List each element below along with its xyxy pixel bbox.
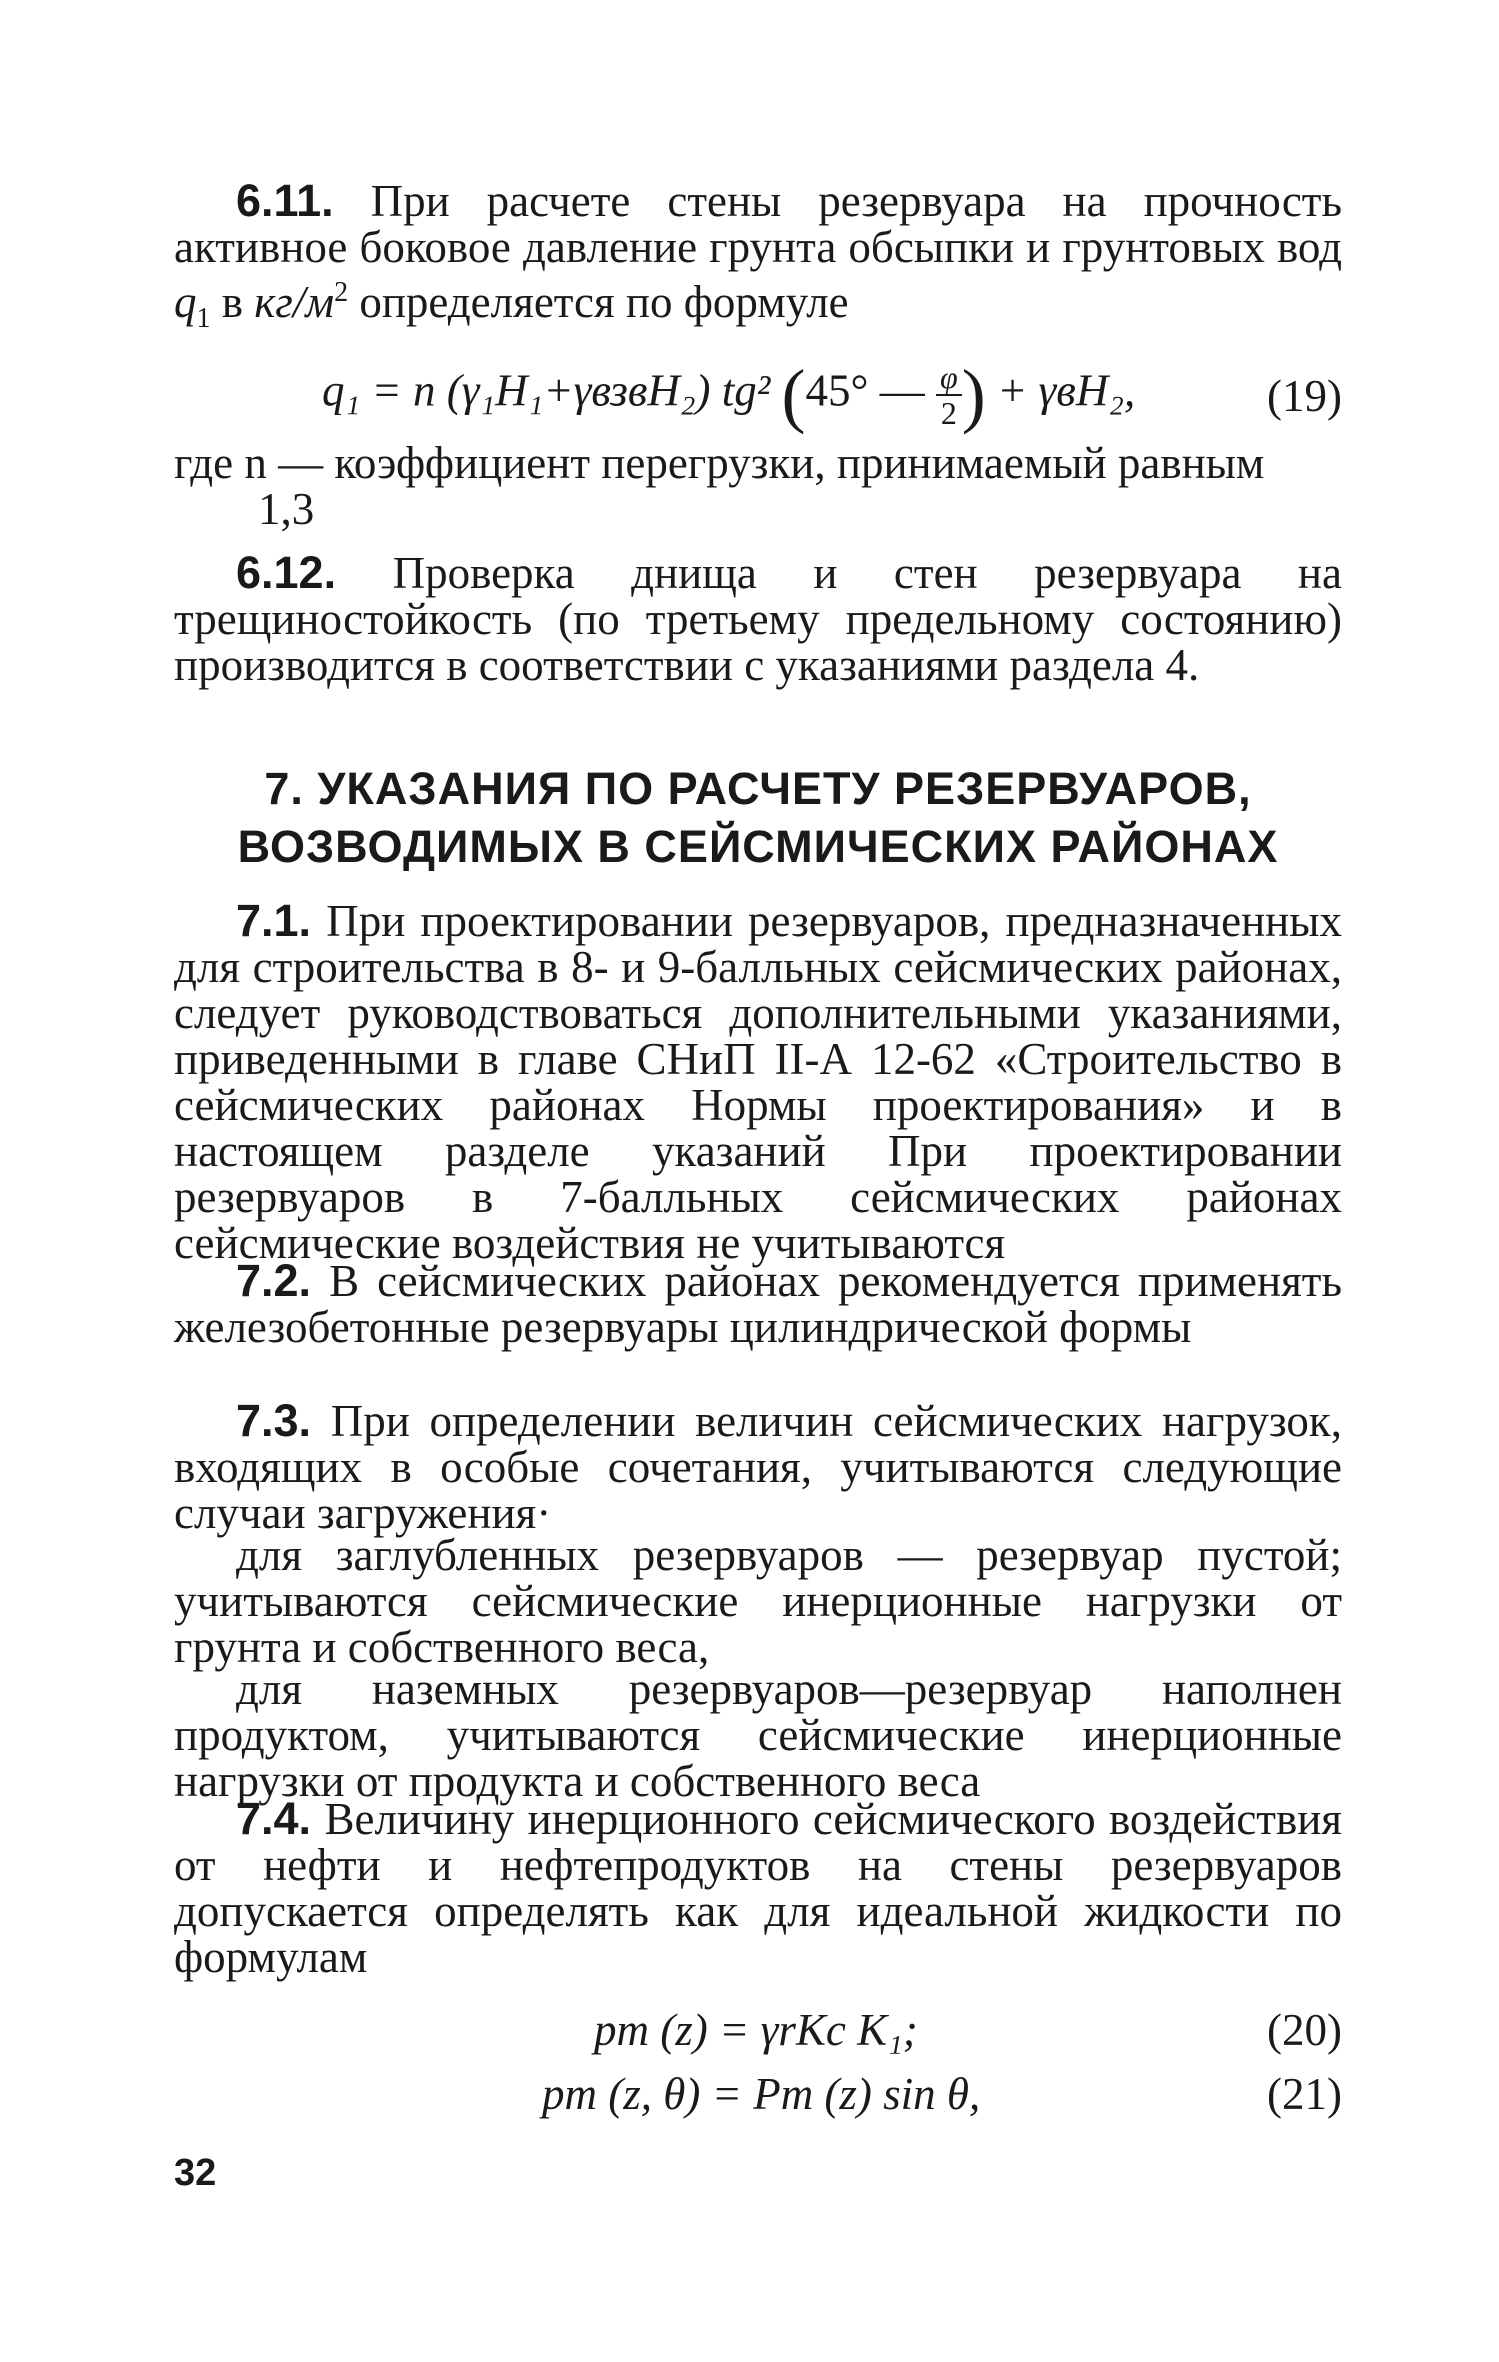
formula-21 (174, 2060, 1342, 2140)
paragraph-7-1 (174, 895, 1342, 1268)
formula-expression: q₁ = n (γ₁H₁+γвзвH₂) tg² (45° — $\frac{\varphi}{2}$ ) + γвH₂, (322, 355, 1136, 435)
variable-q: q (174, 277, 197, 327)
section-heading (174, 760, 1342, 876)
formula-expression: pm (z, θ) = Pm (z) sin θ, (542, 2069, 981, 2119)
formula-number: (21) (1267, 2069, 1342, 2119)
formula-number: (20) (1267, 2005, 1342, 2055)
clause-number: 7.4. (236, 1793, 312, 1844)
paragraph-7-3-case-b (174, 1666, 1342, 1804)
paragraph-text: для наземных резервуаров—резервуар наполнен продуктом, учитываются сейсмические инерционные нагрузки от продукта и собственного веса (174, 1664, 1342, 1806)
paragraph-7-3 (174, 1395, 1342, 1538)
where-text: где n — коэффициент перегрузки, принимаемый равным (174, 438, 1265, 488)
fraction: $\frac{\varphi}{2}$ (936, 360, 962, 430)
formula-number: (19) (1267, 371, 1342, 421)
paragraph-text: Величину инерционного сейсмического воздействия от нефти и нефтепродуктов на стены резервуаров допускается определять как для идеальной жидкости по формулам (174, 1794, 1342, 1982)
clause-number: 7.2. (236, 1255, 312, 1306)
clause-number: 6.12. (236, 547, 337, 598)
heading-line-2: ВОЗВОДИМЫХ В СЕЙСМИЧЕСКИХ РАЙОНАХ (237, 821, 1279, 872)
paragraph-7-4 (174, 1793, 1342, 1982)
unit-label: кг/м (254, 277, 335, 327)
paragraph-text: При проектировании резервуаров, предназначенных для строительства в 8- и 9-балльных сейсмических районах, следует руководствоваться дополнительными указаниями, приведенными в главе СНиП II-А 12-62 «Строительство в сейсмических районах Нормы проектирования» и в настоящем разделе указаний При проектировании резервуаров в 7-балльных сейсмических районах сейсмические воздействия не учитываются (174, 896, 1342, 1268)
where-clause (174, 440, 1342, 532)
paragraph-text: В сейсмических районах рекомендуется применять железобетонные резервуары цилиндрической формы (174, 1256, 1342, 1352)
paragraph-7-2 (174, 1255, 1342, 1352)
paragraph-text: При определении величин сейсмических нагрузок, входящих в особые сочетания, учитываются следующие случаи загружения· (174, 1396, 1342, 1538)
formula-19 (174, 352, 1342, 435)
heading-line-1: 7. УКАЗАНИЯ ПО РАСЧЕТУ РЕЗЕРВУАРОВ, (264, 763, 1252, 814)
where-value: 1,3 (258, 484, 315, 534)
paragraph-text: При расчете стены резервуара на прочность активное боковое давление грунта обсыпки и грунтовых вод (174, 176, 1342, 272)
paragraph-6-12 (174, 547, 1342, 690)
clause-number: 7.3. (236, 1395, 312, 1446)
formula-expression: pm (z) = γrKc K₁; (594, 2005, 918, 2055)
clause-number: 7.1. (236, 895, 312, 946)
variable-subscript: 1 (196, 303, 211, 334)
paragraph-6-11: 6.11. При расчете стены резервуара на прочность активное боковое давление грунта обсыпки и грунтовых вод $q_1$ в $кг/м^2$ определяется по формуле (174, 175, 1342, 334)
clause-number: 6.11. (236, 175, 334, 226)
paragraph-7-3-case-a (174, 1532, 1342, 1670)
paragraph-text: для заглубленных резервуаров — резервуар пустой; учитываются сейсмические инерционные нагрузки от грунта и собственного веса, (174, 1530, 1342, 1672)
page-number: 32 (174, 2152, 217, 2194)
paragraph-text: Проверка днища и стен резервуара на трещиностойкость (по третьему предельному состоянию) производится в соответствии с указаниями раздела 4. (174, 548, 1342, 690)
unit-superscript: 2 (334, 277, 349, 308)
